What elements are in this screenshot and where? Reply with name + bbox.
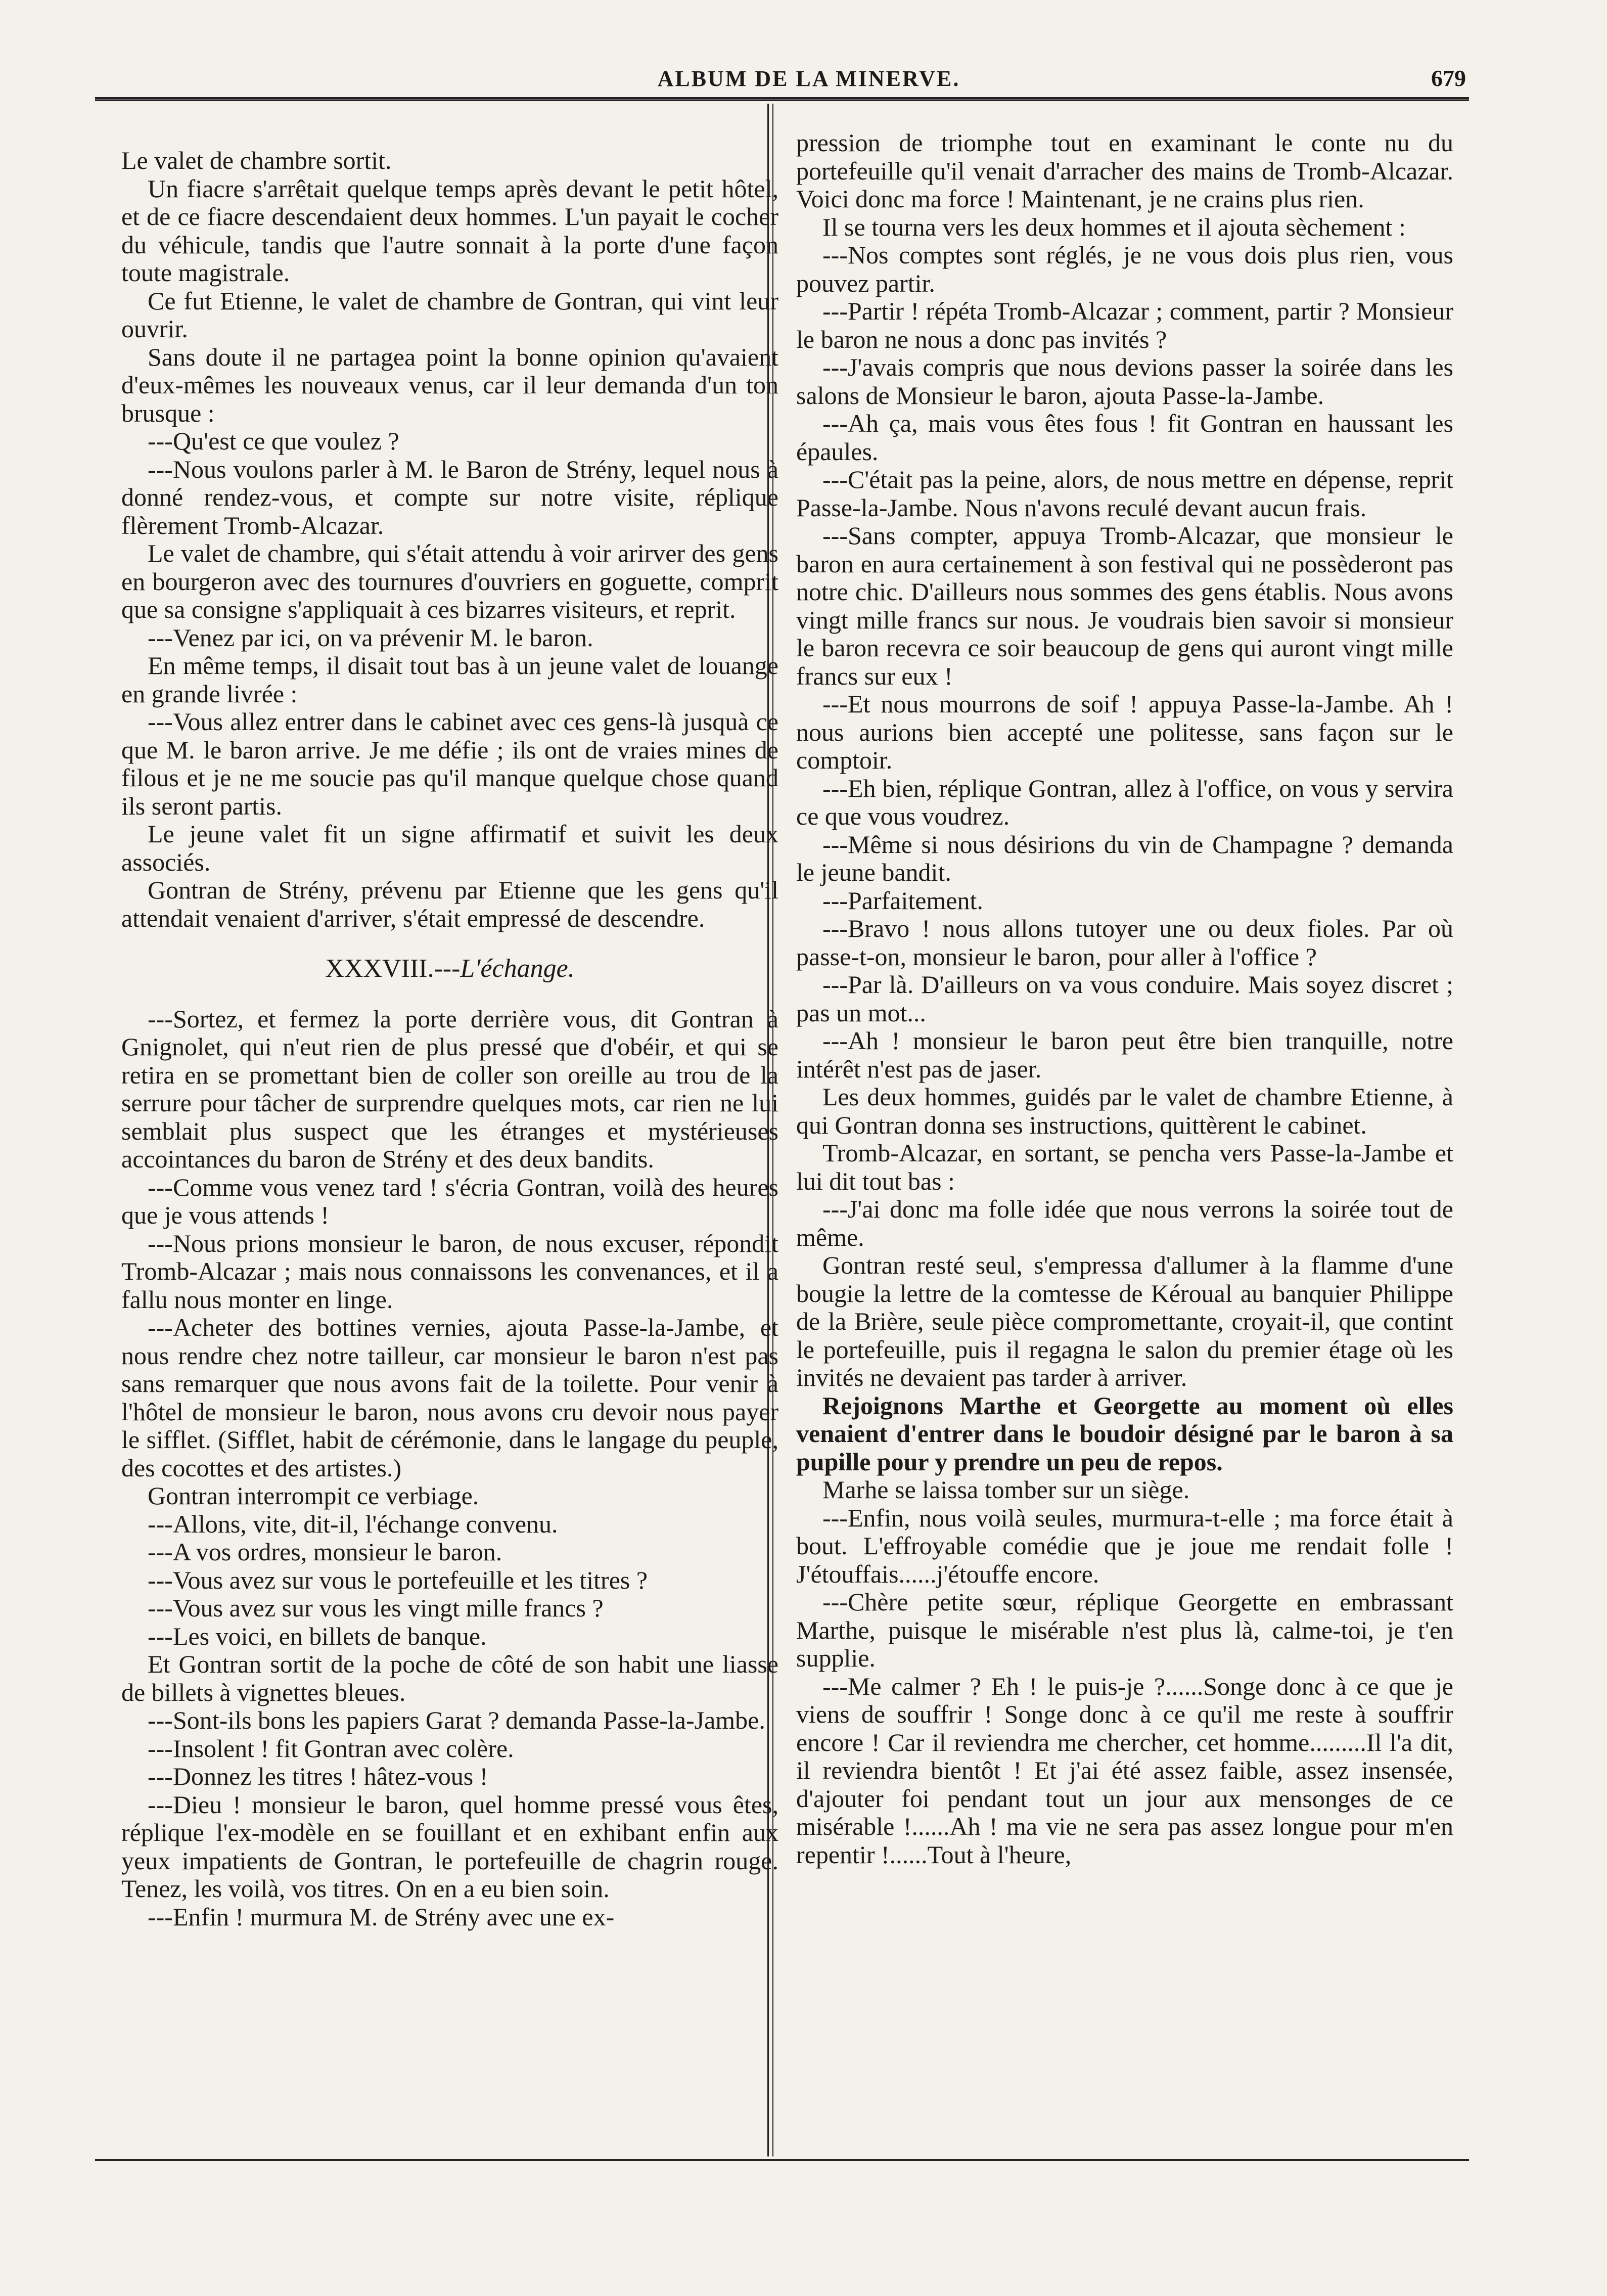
running-head-title: ALBUM DE LA MINERVE. [657,66,960,91]
paragraph: ---Et nous mourrons de soif ! appuya Passe-la-Jambe. Ah ! nous aurions bien accepté une politesse, sans façon sur le comptoir. [796,690,1453,774]
paragraph: Le jeune valet fit un signe affirmatif et suivit les deux associés. [121,820,778,876]
bold-paragraph: Rejoignons Marthe et Georgette au moment où elles venaient d'entrer dans le boudoir désigné par le baron à sa pupille pour y prendre un peu de repos. [796,1391,1453,1476]
paragraph: ---Les voici, en billets de banque. [148,1622,487,1650]
left-column [121,147,778,1931]
paragraph: Le valet de chambre sortit. [121,146,392,174]
paragraph: Marhe se laissa tomber sur un siège. [822,1475,1190,1504]
paragraph: ---Enfin, nous voilà seules, murmura-t-elle ; ma force était à bout. L'effroyable comédie que je joue me rendait folle ! J'étouffais......j'étouffe encore. [796,1503,1453,1588]
paragraph: ---Insolent ! fit Gontran avec colère. [148,1734,514,1763]
paragraph: ---Nous voulons parler à M. le Baron de Strény, lequel nous à donné rendez-vous, et compte sur notre visite, réplique flèrement Tromb-Alcazar. [121,455,778,539]
paragraph: Sans doute il ne partagea point la bonne opinion qu'avaient d'eux-mêmes les nouveaux venus, car il leur demanda d'un ton brusque : [121,342,778,427]
paragraph: ---Eh bien, réplique Gontran, allez à l'office, on vous y servira ce que vous voudrez. [796,774,1453,830]
paragraph: Un fiacre s'arrêtait quelque temps après devant le petit hôtel, et de ce fiacre descendaient deux hommes. L'un payait le cocher du véhicule, tandis que l'autre sonnait à la porte d'une façon toute magistrale. [121,174,778,287]
chapter-heading [121,955,778,983]
footer-rule [95,2159,1469,2161]
paragraph: ---Donnez les titres ! hâtez-vous ! [148,1762,488,1790]
paragraph: Le valet de chambre, qui s'était attendu à voir arirver des gens en bourgeron avec des tournures d'ouvriers en goguette, comprit que sa consigne s'appliquait à ces bizarres visiteurs, et reprit. [121,539,778,623]
paragraph: ---Sans compter, appuya Tromb-Alcazar, que monsieur le baron en aura certainement à son festival qui ne possèderont pas notre chic. D'ailleurs nous sommes des gens établis. Nous avons vingt mille francs sur nous. Je voudrais bien savoir si monsieur le baron recevra ce soir beaucoup de gens qui auront vingt mille francs sur eux ! [796,521,1453,690]
paragraph: pression de triomphe tout en examinant le conte nu du portefeuille qu'il venait d'arracher des mains de Tromb-Alcazar. Voici donc ma force ! Maintenant, je ne crains plus rien. [796,128,1453,213]
paragraph: ---Comme vous venez tard ! s'écria Gontran, voilà des heures que je vous attends ! [121,1173,778,1229]
paragraph: ---Venez par ici, on va prévenir M. le baron. [148,623,593,652]
chapter-number: XXXVIII.--- [325,954,461,983]
paragraph: ---J'ai donc ma folle idée que nous verrons la soirée tout de même. [796,1195,1453,1251]
paragraph: ---Allons, vite, dit-il, l'échange convenu. [148,1509,558,1538]
header-rule [95,97,1469,100]
paragraph: ---A vos ordres, monsieur le baron. [148,1538,502,1566]
paragraph: En même temps, il disait tout bas à un jeune valet de louange en grande livrée : [121,651,778,708]
paragraph: ---Me calmer ? Eh ! le puis-je ?......Songe donc à ce que je viens de souffrir ! Songe donc à ce qu'il me reste à souffrir encore ! Car il reviendra me chercher, cet homme.........Il l'a dit, il reviendra bientôt ! Et j'ai été assez faible, assez insensée, d'ajouter foi pendant tout un jour aux mensonges de ce misérable !......Ah ! ma vie ne sera pas assez longue pour m'en repentir !......Tout à l'heure, [796,1672,1453,1869]
paragraph: Ce fut Etienne, le valet de chambre de Gontran, qui vint leur ouvrir. [121,286,778,343]
header-rule-thin [95,100,1469,101]
paragraph: ---Ah ! monsieur le baron peut être bien tranquille, notre intérêt n'est pas de jaser. [796,1026,1453,1083]
paragraph: ---Dieu ! monsieur le baron, quel homme pressé vous êtes, réplique l'ex-modèle en se fouillant et en exhibant enfin aux yeux impatients de Gontran, le portefeuille de chagrin rouge. Tenez, les voilà, vos titres. On en a eu bien soin. [121,1790,778,1903]
paragraph: ---Par là. D'ailleurs on va vous conduire. Mais soyez discret ; pas un mot... [796,970,1453,1027]
paragraph: ---Sont-ils bons les papiers Garat ? demanda Passe-la-Jambe. [148,1706,765,1734]
paragraph: ---Qu'est ce que voulez ? [148,427,399,455]
paragraph: ---Partir ! répéta Tromb-Alcazar ; comment, partir ? Monsieur le baron ne nous a donc pas invités ? [796,297,1453,353]
paragraph: ---Sortez, et fermez la porte derrière vous, dit Gontran à Gnignolet, qui n'eut rien de plus pressé que d'obéir, et qui se retira en se promettant bien de coller son oreille au trou de la serrure pour tâcher de surprendre quelques mots, car rien ne lui semblait plus suspect que les étranges et mystérieuses accointances du baron de Strény et des deux bandits. [121,1004,778,1173]
paragraph: Tromb-Alcazar, en sortant, se pencha vers Passe-la-Jambe et lui dit tout bas : [796,1139,1453,1195]
paragraph: ---Ah ça, mais vous êtes fous ! fit Gontran en haussant les épaules. [796,409,1453,466]
paragraph: ---Vous avez sur vous le portefeuille et les titres ? [148,1565,648,1594]
paragraph: ---Chère petite sœur, réplique Georgette en embrassant Marthe, puisque le misérable n'est plus là, calme-toi, je t'en supplie. [796,1588,1453,1672]
paragraph: ---Bravo ! nous allons tutoyer une ou deux fioles. Par où passe-t-on, monsieur le baron, pour aller à l'office ? [796,914,1453,971]
right-column [796,129,1453,1869]
paragraph: ---J'avais compris que nous devions passer la soirée dans les salons de Monsieur le baron, ajouta Passe-la-Jambe. [796,353,1453,410]
paragraph: ---Même si nous désirions du vin de Champagne ? demanda le jeune bandit. [796,830,1453,886]
paragraph: Les deux hommes, guidés par le valet de chambre Etienne, à qui Gontran donna ses instructions, quittèrent le cabinet. [796,1083,1453,1139]
paragraph: Gontran interrompit ce verbiage. [148,1481,479,1510]
paragraph: ---Nous prions monsieur le baron, de nous excuser, répondit Tromb-Alcazar ; mais nous connaissons les convenances, et il a fallu nous monter en linge. [121,1229,778,1314]
paragraph: Gontran de Strény, prévenu par Etienne que les gens qu'il attendait venaient d'arriver, s'était empressé de descendre. [121,876,778,932]
paragraph: ---C'était pas la peine, alors, de nous mettre en dépense, reprit Passe-la-Jambe. Nous n'avons reculé devant aucun frais. [796,465,1453,522]
paragraph: ---Nos comptes sont réglés, je ne vous dois plus rien, vous pouvez partir. [796,241,1453,297]
paragraph: ---Acheter des bottines vernies, ajouta Passe-la-Jambe, et nous rendre chez notre tailleur, car monsieur le baron n'est pas sans remarquer que nous avons fait de la toilette. Pour venir à l'hôtel de monsieur le baron, nous avons cru devoir nous payer le sifflet. (Sifflet, habit de cérémonie, dans le langage du peuple, des cocottes et des artistes.) [121,1313,778,1482]
paragraph: ---Vous avez sur vous les vingt mille francs ? [148,1594,604,1622]
paragraph: Il se tourna vers les deux hommes et il ajouta sèchement : [822,212,1406,241]
page-number: 679 [1431,65,1466,91]
paragraph: ---Parfaitement. [822,886,983,915]
paragraph: Et Gontran sortit de la poche de côté de son habit une liasse de billets à vignettes bleues. [121,1650,778,1706]
paragraph: Gontran resté seul, s'empressa d'allumer à la flamme d'une bougie la lettre de la comtesse de Kéroual au banquier Philippe de la Brière, seule pièce compromettante, croyait-il, que contint le portefeuille, puis il regagna le salon du premier étage où les invités ne devaient pas tarder à arriver. [796,1251,1453,1391]
chapter-title: L'échange. [460,954,575,983]
paragraph: ---Enfin ! murmura M. de Strény avec une ex- [148,1902,615,1931]
paragraph: ---Vous allez entrer dans le cabinet avec ces gens-là jusquà ce que M. le baron arrive. Je me défie ; ils ont de vraies mines de filous et je ne me soucie pas qu'il manque quelque chose quand ils seront partis. [121,707,778,820]
